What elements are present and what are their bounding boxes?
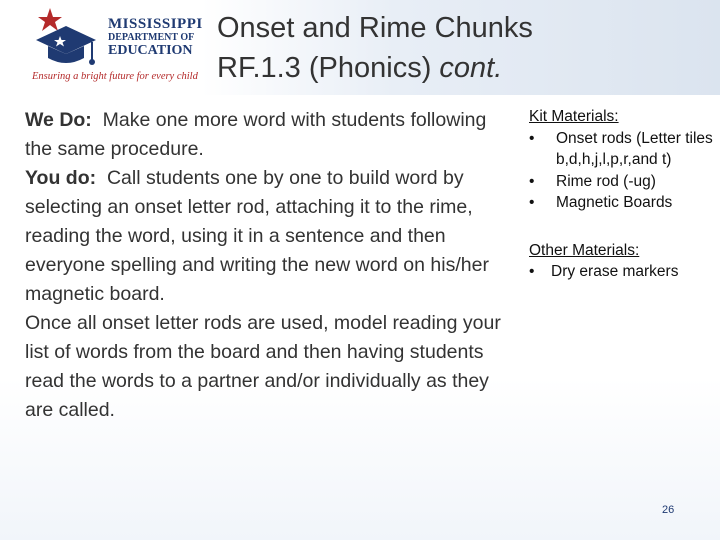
you-do-paragraph bbox=[25, 164, 505, 309]
materials-panel bbox=[529, 106, 714, 283]
title-line-1: Onset and Rime Chunks bbox=[217, 12, 533, 44]
we-do-label: We Do: bbox=[25, 109, 92, 131]
list-item: • Dry erase markers bbox=[529, 261, 714, 283]
mde-logo bbox=[30, 6, 220, 88]
spacer bbox=[529, 214, 714, 240]
we-do-paragraph bbox=[25, 106, 505, 164]
star-graduation-cap-icon bbox=[30, 6, 100, 70]
kit-materials-list bbox=[529, 128, 714, 214]
logo-wordmark bbox=[108, 16, 203, 59]
list-item: • Magnetic Boards bbox=[529, 192, 714, 214]
logo-line-mississippi: MISSISSIPPI bbox=[108, 16, 203, 32]
list-item: • Onset rods (Letter tiles b,d,h,j,l,p,r,and t) bbox=[529, 128, 714, 171]
title-cont: cont. bbox=[439, 52, 503, 84]
logo-tagline: Ensuring a bright future for every child bbox=[32, 71, 198, 82]
logo-line-education: EDUCATION bbox=[108, 43, 193, 58]
other-materials-heading: Other Materials: bbox=[529, 241, 640, 259]
list-item: • Rime rod (-ug) bbox=[529, 171, 714, 193]
title-line-2 bbox=[217, 48, 533, 88]
slide-title bbox=[217, 8, 533, 88]
title-standard: RF.1.3 (Phonics) bbox=[217, 52, 440, 84]
logo-line-department: DEPARTMENT OF bbox=[108, 32, 195, 43]
we-do-text: Make one more word with students following the same procedure. bbox=[25, 109, 487, 160]
procedure-text bbox=[25, 106, 505, 425]
closing-paragraph: Once all onset letter rods are used, model reading your list of words from the board and then having students read the words to a partner and/or individually as they are called. bbox=[25, 312, 501, 421]
kit-materials-heading: Kit Materials: bbox=[529, 108, 619, 125]
page-number: 26 bbox=[662, 504, 675, 516]
you-do-label: You do: bbox=[25, 167, 97, 189]
other-materials-list bbox=[529, 261, 714, 283]
you-do-text: Call students one by one to build word by selecting an onset letter rod, attaching it to the rime, reading the word, using it in a sentence and then everyone spelling and writing the new word on his/her magnetic board. bbox=[25, 167, 489, 305]
